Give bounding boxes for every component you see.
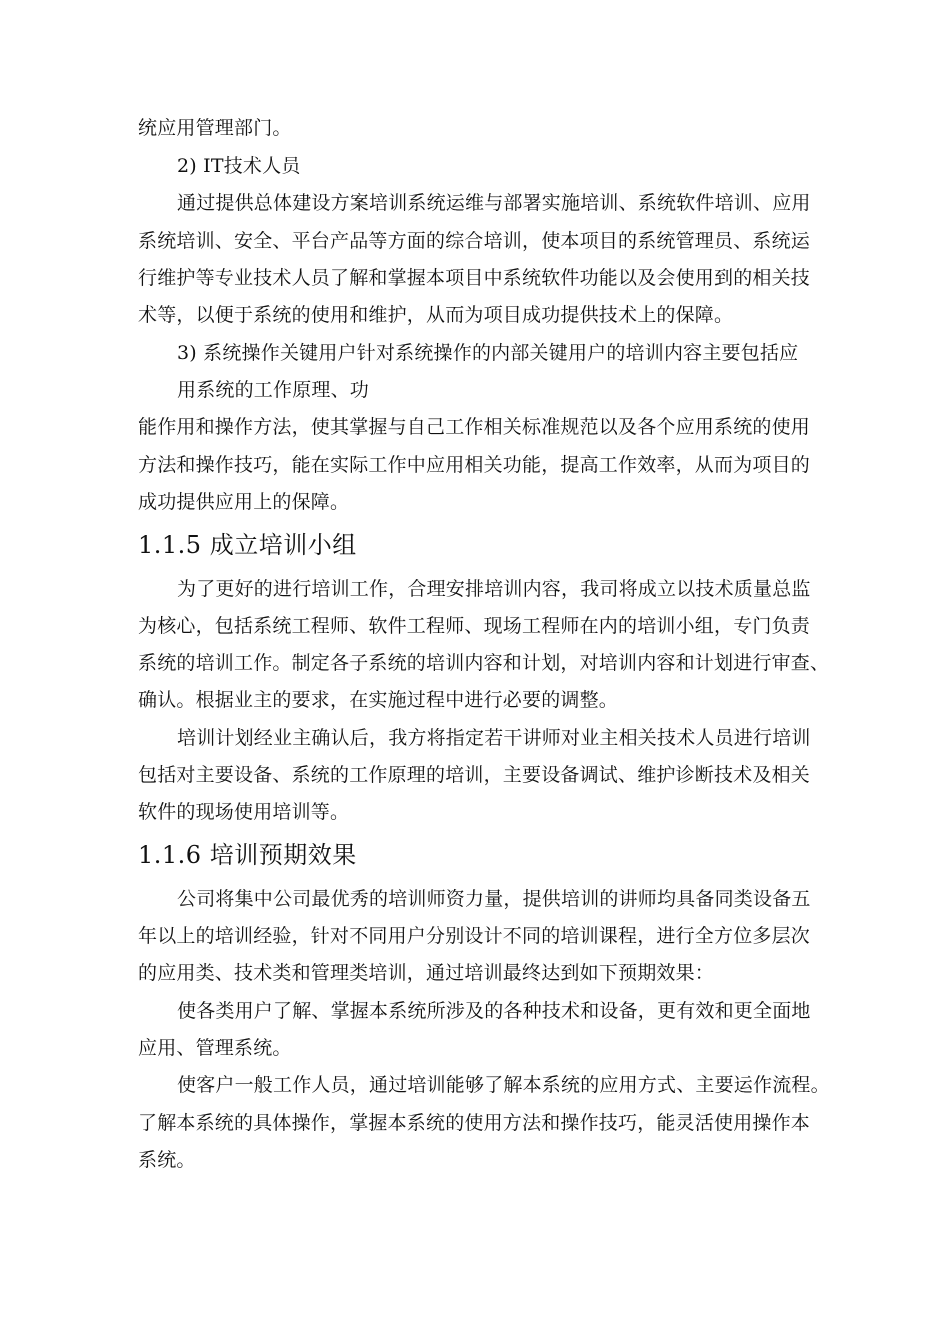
paragraph-line: 能作用和操作方法，使其掌握与自己工作相关标准规范以及各个应用系统的使用 <box>138 416 811 438</box>
paragraph-line: 方法和操作技巧，能在实际工作中应用相关功能，提高工作效率，从而为项目的 <box>138 454 811 476</box>
section-heading-1-1-6: 1.1.6 培训预期效果 <box>138 841 357 869</box>
paragraph-line: 通过提供总体建设方案培训系统运维与部署实施培训、系统软件培训、应用 <box>177 192 811 214</box>
list-item-it-staff: 2) IT技术人员 <box>177 155 301 177</box>
paragraph-line: 应用、管理系统。 <box>138 1037 292 1059</box>
list-item-key-users: 3) 系统操作关键用户针对系统操作的内部关键用户的培训内容主要包括应 <box>177 342 799 364</box>
paragraph-line: 为核心，包括系统工程师、软件工程师、现场工程师在内的培训小组，专门负责 <box>138 615 811 637</box>
paragraph-line: 系统培训、安全、平台产品等方面的综合培训，使本项目的系统管理员、系统运 <box>138 230 811 252</box>
paragraph-line: 年以上的培训经验，针对不同用户分别设计不同的培训课程，进行全方位多层次 <box>138 925 811 947</box>
paragraph-line: 系统。 <box>138 1149 196 1171</box>
paragraph-line: 统应用管理部门。 <box>138 117 292 139</box>
paragraph-line: 包括对主要设备、系统的工作原理的培训，主要设备调试、维护诊断技术及相关 <box>138 764 811 786</box>
paragraph-line: 培训计划经业主确认后，我方将指定若干讲师对业主相关技术人员进行培训 <box>177 727 811 749</box>
section-heading-1-1-5: 1.1.5 成立培训小组 <box>138 531 357 559</box>
paragraph-line: 软件的现场使用培训等。 <box>138 801 350 823</box>
paragraph-line: 确认。根据业主的要求，在实施过程中进行必要的调整。 <box>138 689 619 711</box>
paragraph-line: 的应用类、技术类和管理类培训，通过培训最终达到如下预期效果： <box>138 962 715 984</box>
paragraph-line: 术等，以便于系统的使用和维护，从而为项目成功提供技术上的保障。 <box>138 304 734 326</box>
paragraph-line: 使客户一般工作人员，通过培训能够了解本系统的应用方式、主要运作流程。 <box>177 1074 830 1096</box>
paragraph-line: 使各类用户了解、掌握本系统所涉及的各种技术和设备，更有效和更全面地 <box>177 1000 811 1022</box>
paragraph-line: 系统的培训工作。制定各子系统的培训内容和计划，对培训内容和计划进行审查、 <box>138 652 830 674</box>
paragraph-line: 用系统的工作原理、功 <box>177 379 370 401</box>
paragraph-line: 公司将集中公司最优秀的培训师资力量，提供培训的讲师均具备同类设备五 <box>177 888 811 910</box>
paragraph-line: 成功提供应用上的保障。 <box>138 491 350 513</box>
paragraph-line: 行维护等专业技术人员了解和掌握本项目中系统软件功能以及会使用到的相关技 <box>138 267 811 289</box>
paragraph-line: 了解本系统的具体操作，掌握本系统的使用方法和操作技巧，能灵活使用操作本 <box>138 1112 811 1134</box>
paragraph-line: 为了更好的进行培训工作，合理安排培训内容，我司将成立以技术质量总监 <box>177 578 811 600</box>
